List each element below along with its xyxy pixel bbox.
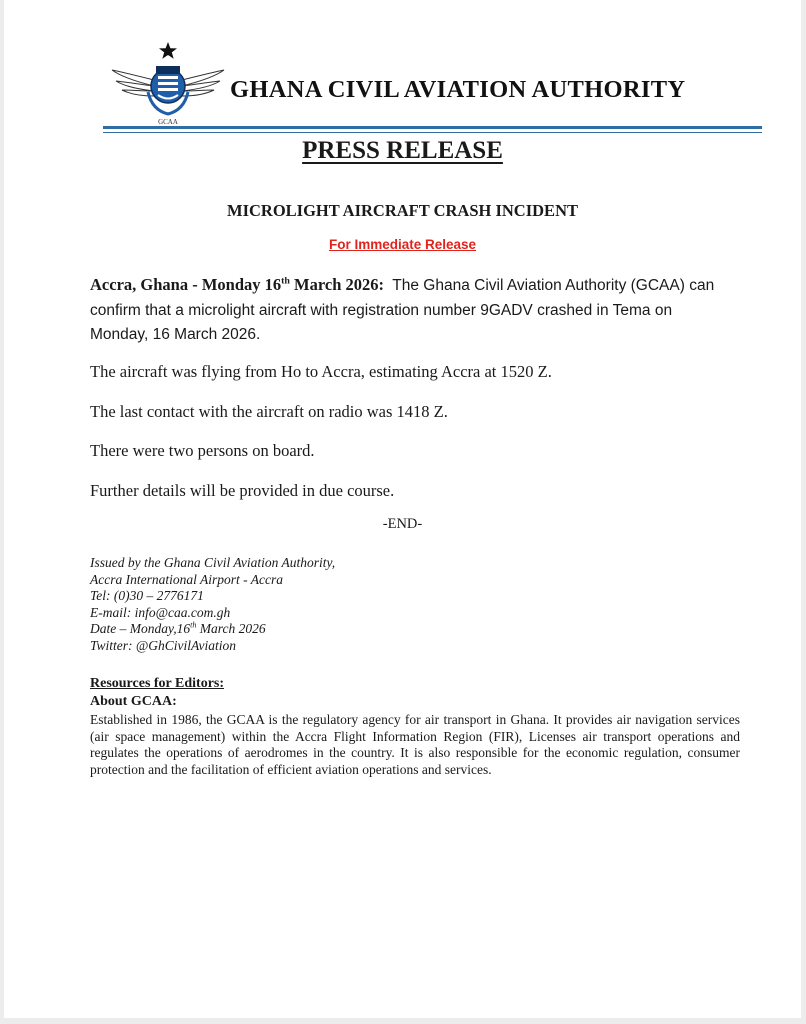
letterhead (4, 0, 801, 135)
paragraph-last-contact: The last contact with the aircraft on radio was 1418 Z. (90, 402, 448, 421)
paragraph-further-details: Further details will be provided in due course. (90, 481, 395, 500)
paragraph-flight-route: The aircraft was flying from Ho to Accra, estimating Accra at 1520 Z. (90, 362, 552, 381)
headline: MICROLIGHT AIRCRAFT CRASH INCIDENT (227, 201, 578, 220)
issuer-twitter: Twitter: @GhCivilAviation (90, 637, 237, 653)
about-body: Established in 1986, the GCAA is the regulatory agency for air transport in Ghana. It provides air navigation services (air space management) within the Accra Flight Information Region (FIR), Licenses air transport operations and regulates the operations of aerodromes in the country. It is also responsible for the economic regulation, consumer protection and the facilitation of efficient aviation operations and services. (90, 712, 740, 777)
release-note: For Immediate Release (328, 237, 477, 252)
gcaa-emblem-icon (108, 40, 228, 126)
header-rule-thick (103, 126, 762, 129)
issuer-date: Date – Monday,16th March 2026 (90, 620, 266, 637)
issuer-email: E-mail: info@caa.com.gh (90, 604, 231, 620)
issuer-line-2: Accra International Airport - Accra (90, 571, 283, 587)
lead-body: The Ghana Civil Aviation Authority (GCAA) can confirm that a microlight aircraft with registration number 9GADV crashed in Tema on Monday, 16 March 2026. (90, 277, 715, 343)
organization-name: GHANA CIVIL AVIATION AUTHORITY (230, 76, 686, 103)
lead-dateline: Accra, Ghana - Monday 16th March 2026 (90, 275, 379, 294)
header-rule-thin (103, 132, 762, 133)
issuer-block (90, 555, 335, 655)
issuer-tel: Tel: (0)30 – 2776171 (90, 588, 204, 604)
end-mark: -END- (382, 516, 423, 532)
paragraph-persons-on-board: There were two persons on board. (90, 441, 315, 460)
lead-paragraph: Accra, Ghana - Monday 16th March 2026: The Ghana Civil Aviation Authority (GCAA) can confirm that a microlight aircraft with registration number 9GADV crashed in Tema on Monday, 16 March 2026. (90, 275, 715, 343)
resources-heading: Resources for Editors: (90, 676, 225, 691)
issuer-line-1: Issued by the Ghana Civil Aviation Authority, (90, 555, 336, 570)
document-type-heading: PRESS RELEASE (302, 137, 503, 164)
about-heading: About GCAA: (90, 694, 177, 709)
document-page (4, 0, 801, 1018)
logo-text: GCAA (158, 118, 178, 126)
